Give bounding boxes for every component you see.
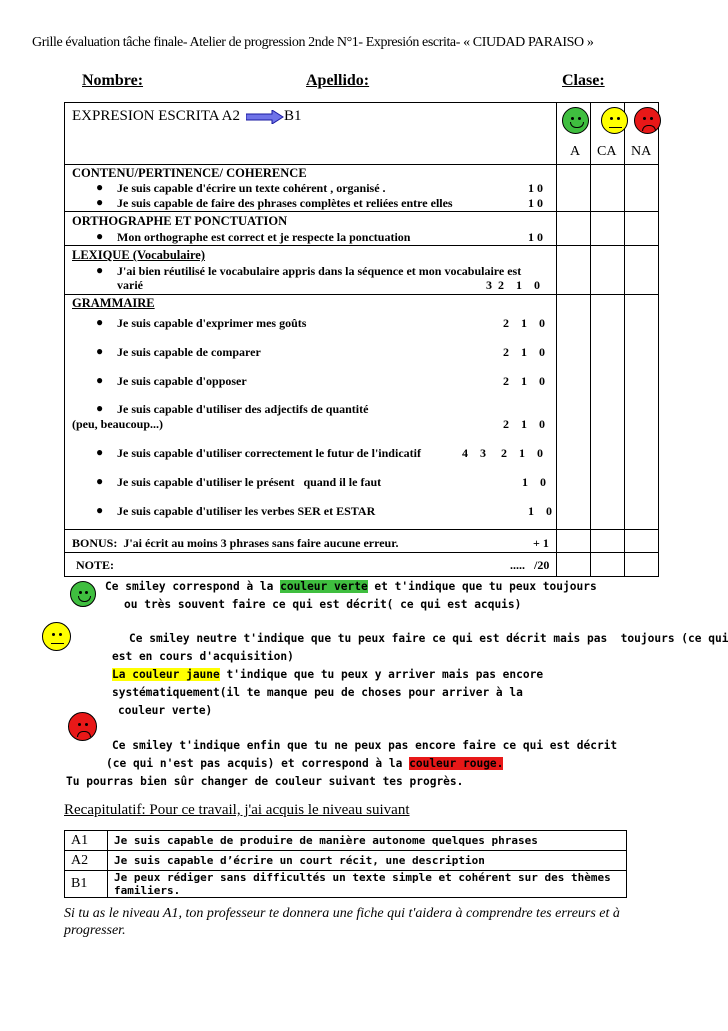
- level-from: EXPRESION ESCRITA A2: [72, 108, 240, 124]
- clase-label: Clase:: [562, 72, 605, 89]
- criterion-scale: 1 0: [528, 196, 543, 210]
- green-smiley-icon: [70, 581, 96, 607]
- grid-row-line: [64, 245, 659, 246]
- criterion-text: Je suis capable d'écrire un texte cohérent , organisé .: [117, 181, 386, 195]
- criterion-scale: 2 1 0: [503, 417, 545, 431]
- bullet-icon: ●: [96, 445, 104, 459]
- arrow-right-icon: [246, 110, 284, 124]
- legend-green-highlight: couleur verte: [280, 580, 368, 593]
- note-label: NOTE:: [76, 558, 115, 572]
- criterion-text: Mon orthographe est correct et je respecte la ponctuation: [117, 230, 411, 244]
- level-row: [65, 851, 627, 871]
- apellido-label: Apellido:: [306, 72, 370, 89]
- level-code: A1: [65, 831, 108, 851]
- level-to: B1: [284, 108, 302, 124]
- grade-col-na: NA: [631, 144, 652, 159]
- red-smiley-icon: [634, 107, 661, 134]
- note-score: ..... /20: [510, 558, 550, 572]
- criterion-text: Je suis capable de comparer: [117, 345, 261, 359]
- criterion-scale: 1 0: [522, 475, 546, 489]
- bullet-icon: ●: [96, 474, 104, 488]
- green-smiley-icon: [562, 107, 589, 134]
- grid-row-line: [64, 211, 659, 212]
- legend-yellow-line3: [112, 668, 543, 681]
- grid-row-line: [64, 164, 659, 165]
- legend-red-line2: [106, 757, 503, 770]
- criterion-scale: 2 1 0: [503, 316, 545, 330]
- level-code: B1: [65, 871, 108, 898]
- legend-yellow-line4: systématiquement(il te manque peu de choses pour arriver à la: [112, 686, 523, 699]
- level-row: [65, 831, 627, 851]
- legend-red-highlight: couleur rouge.: [409, 757, 504, 770]
- grid-col-line: [556, 102, 557, 577]
- bullet-icon: ●: [96, 503, 104, 517]
- bullet-icon: ●: [96, 195, 104, 209]
- level-desc: Je peux rédiger sans difficultés un texte simple et cohérent sur des thèmes familiers.: [108, 871, 627, 898]
- bullet-icon: ●: [96, 180, 104, 194]
- legend-red-line2-pre: (ce qui n'est pas acquis) et correspond à la: [106, 757, 410, 770]
- criterion-scale: 2 1 0: [503, 374, 545, 388]
- level-code: A2: [65, 851, 108, 871]
- section-title-ortho: ORTHOGRAPHE ET PONCTUATION: [72, 214, 288, 228]
- footer-note: Si tu as le niveau A1, ton professeur te donnera une fiche qui t'aidera à comprendre tes erreurs et à progresser.: [64, 906, 620, 938]
- criterion-text: J'ai bien réutilisé le vocabulaire appris dans la séquence et mon vocabulaire est: [117, 264, 522, 278]
- criterion-text: Je suis capable d'utiliser le présent quand il le faut: [117, 475, 382, 489]
- criterion-scale: 1 0: [528, 504, 552, 518]
- criterion-text-cont: (peu, beaucoup...): [72, 417, 164, 431]
- criterion-text-cont: varié: [117, 278, 143, 292]
- legend-yellow-line2: est en cours d'acquisition): [112, 650, 294, 663]
- legend-green-line1: [105, 580, 597, 593]
- legend-green-post: et t'indique que tu peux toujours: [367, 580, 597, 593]
- grid-col-line: [624, 102, 625, 577]
- grade-col-ca: CA: [597, 144, 617, 159]
- bullet-icon: ●: [96, 373, 104, 387]
- criterion-scale: 1 0: [528, 230, 543, 244]
- level-desc: Je suis capable d’écrire un court récit, une description: [108, 851, 627, 871]
- level-table: [64, 830, 627, 898]
- bullet-icon: ●: [96, 263, 104, 277]
- grid-row-line: [64, 529, 659, 530]
- section-title-lexique: LEXIQUE (Vocabulaire): [72, 248, 206, 262]
- bullet-icon: ●: [96, 229, 104, 243]
- yellow-smiley-icon: [42, 622, 71, 651]
- bonus-text: BONUS: J'ai écrit au moins 3 phrases sans faire aucune erreur.: [72, 536, 399, 550]
- criterion-text: Je suis capable d'opposer: [117, 374, 247, 388]
- legend-green-pre: Ce smiley correspond à la: [105, 580, 281, 593]
- section-title-grammaire: GRAMMAIRE: [72, 296, 155, 310]
- legend-yellow-highlight: La couleur jaune: [112, 668, 220, 681]
- criterion-scale: 1 0: [528, 181, 543, 195]
- criterion-text: Je suis capable d'utiliser correctement le futur de l'indicatif: [117, 446, 421, 460]
- recap-title: Recapitulatif: Pour ce travail, j'ai acquis le niveau suivant: [64, 802, 410, 818]
- legend-yellow-line3-post: t'indique que tu peux y arriver mais pas encore: [219, 668, 544, 681]
- level-row: [65, 871, 627, 898]
- section-title-contenu: CONTENU/PERTINENCE/ COHERENCE: [72, 166, 307, 180]
- grid-row-line: [64, 552, 659, 553]
- criterion-scale: 2 1 0: [503, 345, 545, 359]
- legend-red-line1: Ce smiley t'indique enfin que tu ne peux pas encore faire ce qui est décrit: [112, 739, 618, 752]
- bullet-icon: ●: [96, 315, 104, 329]
- criterion-text: Je suis capable de faire des phrases complètes et reliées entre elles: [117, 196, 453, 210]
- level-desc: Je suis capable de produire de manière autonome quelques phrases: [108, 831, 627, 851]
- bonus-scale: + 1: [533, 536, 549, 550]
- yellow-smiley-icon: [601, 107, 628, 134]
- grid-col-line: [590, 102, 591, 577]
- bullet-icon: ●: [96, 401, 104, 415]
- red-smiley-icon: [68, 712, 97, 741]
- legend-red-line3: Tu pourras bien sûr changer de couleur suivant tes progrès.: [66, 775, 464, 788]
- legend-yellow-line1: Ce smiley neutre t'indique que tu peux faire ce qui est décrit mais pas toujours (ce qui: [129, 632, 728, 645]
- criterion-text: Je suis capable d'utiliser des adjectifs de quantité: [117, 402, 369, 416]
- criterion-text: Je suis capable d'exprimer mes goûts: [117, 316, 307, 330]
- grade-col-a: A: [570, 144, 581, 159]
- document-title: Grille évaluation tâche finale- Atelier de progression 2nde N°1- Expresión escrita- « CIUDAD PARAISO »: [32, 35, 594, 50]
- nombre-label: Nombre:: [82, 72, 144, 89]
- bullet-icon: ●: [96, 344, 104, 358]
- criterion-scale: 4 3 2 1 0: [462, 446, 543, 460]
- criterion-text: Je suis capable d'utiliser les verbes SER et ESTAR: [117, 504, 376, 518]
- legend-yellow-line5: couleur verte): [118, 704, 213, 717]
- legend-green-line2: ou très souvent faire ce qui est décrit( ce qui est acquis): [124, 598, 522, 611]
- criterion-scale: 3 2 1 0: [486, 278, 540, 292]
- grid-row-line: [64, 294, 659, 295]
